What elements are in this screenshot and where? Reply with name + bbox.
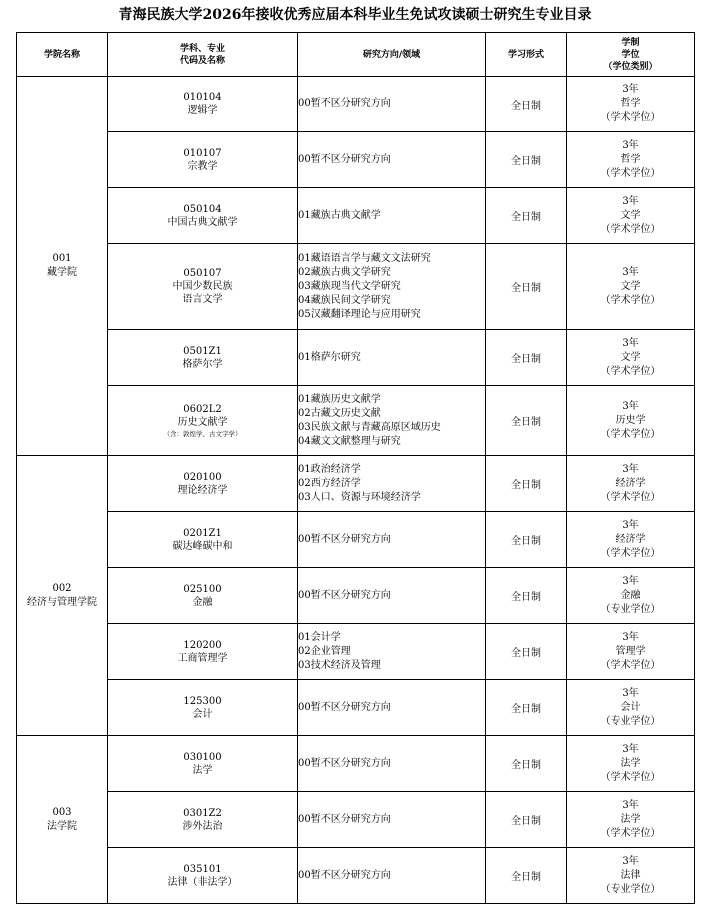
degree-cell: [567, 132, 695, 188]
study-form-cell: [486, 132, 567, 188]
study-form-cell: [486, 680, 567, 736]
major-code: 0602L2: [183, 403, 222, 415]
study-form-cell: [486, 244, 567, 330]
study-form-cell: [486, 386, 567, 456]
major-name: 会计: [192, 708, 213, 720]
major-code: 020100: [183, 471, 222, 483]
research-direction: 00暂不区分研究方向: [298, 869, 391, 881]
degree-name: 法学: [620, 757, 641, 769]
major-cell: [108, 848, 298, 904]
degree-cell: [567, 848, 695, 904]
major-cell: [108, 792, 298, 848]
study-form-cell: [486, 792, 567, 848]
table-row: [17, 386, 695, 456]
table-row: [17, 792, 695, 848]
major-name: 碳达峰碳中和: [172, 540, 233, 552]
major-note: （含：敦煌学、古文字学）: [163, 429, 242, 438]
table-row: [17, 132, 695, 188]
degree-name: 文学: [620, 351, 641, 363]
major-code: 050104: [183, 203, 222, 215]
degree-name: 管理学: [615, 645, 646, 657]
degree-cell: [567, 456, 695, 512]
study-form-cell: [486, 568, 567, 624]
degree-cell: [567, 188, 695, 244]
degree-cell: [567, 736, 695, 792]
direction-cell: [298, 568, 486, 624]
major-name: 理论经济学: [177, 484, 228, 496]
header-major: 学科、专业 代码及名称: [108, 33, 298, 77]
direction-cell: [298, 456, 486, 512]
major-cell: [108, 386, 298, 456]
research-direction: 01会计学: [298, 631, 341, 643]
major-cell: [108, 512, 298, 568]
program-years: 3年: [622, 139, 639, 151]
program-years: 3年: [622, 799, 639, 811]
research-direction: 03技术经济及管理: [298, 659, 381, 671]
header-row: [17, 33, 695, 77]
table-row: [17, 568, 695, 624]
study-form: 全日制: [511, 283, 541, 294]
program-years: 3年: [622, 575, 639, 587]
study-form: 全日制: [511, 592, 541, 603]
research-direction: 01格萨尔研究: [298, 351, 361, 363]
study-form-cell: [486, 77, 567, 132]
study-form-cell: [486, 512, 567, 568]
degree-cell: [567, 386, 695, 456]
study-form-cell: [486, 188, 567, 244]
degree-name: 历史学: [615, 414, 646, 426]
degree-category: （学术学位）: [600, 491, 661, 503]
program-years: 3年: [622, 855, 639, 867]
degree-category: （学术学位）: [600, 771, 661, 783]
research-direction: 02藏族古典文学研究: [298, 266, 391, 278]
program-years: 3年: [622, 337, 639, 349]
major-code: 050107: [183, 268, 222, 279]
research-direction: 00暂不区分研究方向: [298, 757, 391, 769]
research-direction: 03人口、资源与环境经济学: [298, 491, 421, 503]
study-form-cell: [486, 456, 567, 512]
school-code: 002: [52, 582, 72, 594]
major-code: 120200: [183, 639, 222, 651]
research-direction: 00暂不区分研究方向: [298, 701, 391, 713]
direction-cell: [298, 244, 486, 330]
research-direction: 02企业管理: [298, 645, 351, 657]
table-row: [17, 188, 695, 244]
program-years: 3年: [622, 463, 639, 475]
major-name: 中国古典文献学: [167, 216, 238, 228]
degree-category: （学术学位）: [600, 365, 661, 377]
research-direction: 03民族文献与青藏高原区域历史: [298, 421, 441, 433]
degree-name: 经济学: [615, 533, 646, 545]
degree-cell: [567, 330, 695, 386]
study-form: 全日制: [511, 100, 541, 112]
major-name: 法律（非法学）: [167, 876, 238, 888]
major-name: 法学: [192, 764, 213, 776]
study-form-cell: [486, 736, 567, 792]
major-code: 010107: [183, 147, 222, 159]
degree-name: 哲学: [620, 153, 641, 165]
major-name: 逻辑学: [187, 105, 218, 116]
degree-category: （学术学位）: [600, 659, 661, 671]
major-name: 历史文献学: [177, 416, 228, 428]
degree-cell: [567, 512, 695, 568]
research-direction: 01藏族古典文献学: [298, 209, 381, 221]
major-cell: [108, 456, 298, 512]
degree-name: 会计: [620, 701, 641, 713]
table-row: [17, 680, 695, 736]
study-form: 全日制: [511, 648, 541, 659]
program-years: 3年: [622, 743, 639, 755]
school-code: 001: [52, 253, 72, 264]
direction-cell: [298, 848, 486, 904]
major-code: 0201Z1: [183, 527, 222, 539]
research-direction: 01藏语语言学与藏文文法研究: [298, 252, 431, 264]
table-row: [17, 624, 695, 680]
major-name: 宗教学: [187, 160, 218, 172]
study-form: 全日制: [511, 212, 541, 223]
header-form: 学习形式: [486, 33, 567, 77]
direction-cell: [298, 386, 486, 456]
major-code: 030100: [183, 751, 222, 763]
degree-name: 经济学: [615, 477, 646, 489]
study-form-cell: [486, 848, 567, 904]
major-code: 035101: [183, 863, 222, 875]
table-row: [17, 456, 695, 512]
research-direction: 00暂不区分研究方向: [298, 98, 391, 109]
major-name: 涉外法治: [182, 820, 223, 832]
degree-cell: [567, 792, 695, 848]
table-row: [17, 77, 695, 132]
research-direction: 04藏族民间文学研究: [298, 294, 391, 306]
catalog-body: [17, 77, 695, 904]
major-cell: [108, 568, 298, 624]
school-name: 经济与管理学院: [27, 596, 97, 608]
major-cell: [108, 330, 298, 386]
major-name: 格萨尔学: [182, 358, 223, 370]
major-name: 语言文学: [182, 294, 223, 305]
header-direction: 研究方向/领域: [298, 33, 486, 77]
degree-category: （专业学位）: [600, 603, 661, 615]
school-code: 003: [52, 806, 72, 818]
school-cell: [17, 736, 108, 904]
research-direction: 05汉藏翻译理论与应用研究: [298, 308, 421, 320]
direction-cell: [298, 792, 486, 848]
school-name: 藏学院: [47, 267, 77, 278]
major-name: 金融: [192, 596, 213, 608]
degree-cell: [567, 77, 695, 132]
study-form: 全日制: [511, 872, 541, 883]
research-direction: 00暂不区分研究方向: [298, 533, 391, 545]
program-years: 3年: [622, 687, 639, 699]
direction-cell: [298, 624, 486, 680]
degree-category: （学术学位）: [600, 223, 661, 235]
major-cell: [108, 736, 298, 792]
study-form-cell: [486, 330, 567, 386]
direction-cell: [298, 330, 486, 386]
major-code: 125300: [183, 695, 222, 707]
degree-category: （学术学位）: [600, 547, 661, 559]
major-code: 010104: [183, 92, 222, 103]
major-code: 0301Z2: [183, 807, 222, 819]
research-direction: 00暂不区分研究方向: [298, 153, 391, 165]
degree-category: （专业学位）: [600, 883, 661, 895]
research-direction: 01藏族历史文献学: [298, 393, 381, 405]
major-cell: [108, 624, 298, 680]
research-direction: 01政治经济学: [298, 463, 361, 475]
degree-name: 文学: [620, 280, 641, 292]
header-degree: 学制 学位 （学位类别）: [567, 33, 695, 77]
research-direction: 03藏族现当代文学研究: [298, 280, 401, 292]
study-form: 全日制: [511, 417, 541, 428]
major-code: 0501Z1: [183, 345, 222, 357]
table-row: [17, 330, 695, 386]
major-name: 中国少数民族: [172, 281, 233, 292]
degree-category: （专业学位）: [600, 715, 661, 727]
degree-cell: [567, 624, 695, 680]
program-years: 3年: [622, 195, 639, 207]
degree-category: （学术学位）: [600, 827, 661, 839]
degree-name: 文学: [620, 209, 641, 221]
degree-name: 法学: [620, 813, 641, 825]
table-row: [17, 736, 695, 792]
study-form-cell: [486, 624, 567, 680]
degree-cell: [567, 680, 695, 736]
program-years: 3年: [622, 400, 639, 412]
direction-cell: [298, 512, 486, 568]
research-direction: 00暂不区分研究方向: [298, 813, 391, 825]
major-name: 工商管理学: [177, 652, 228, 664]
table-row: [17, 512, 695, 568]
major-cell: [108, 244, 298, 330]
school-cell: [17, 456, 108, 736]
study-form: 全日制: [511, 704, 541, 715]
study-form: 全日制: [511, 480, 541, 491]
degree-category: （学术学位）: [600, 112, 661, 123]
direction-cell: [298, 680, 486, 736]
degree-name: 金融: [620, 589, 641, 601]
study-form: 全日制: [511, 156, 541, 167]
table-row: [17, 244, 695, 330]
table-row: [17, 848, 695, 904]
degree-category: （学术学位）: [600, 167, 661, 179]
major-cell: [108, 77, 298, 132]
page-title: 青海民族大学2026年接收优秀应届本科毕业生免试攻读硕士研究生专业目录: [118, 7, 592, 23]
program-years: 3年: [622, 266, 639, 278]
study-form: 全日制: [511, 760, 541, 771]
major-cell: [108, 188, 298, 244]
research-direction: 04藏文文献整理与研究: [298, 435, 401, 447]
degree-cell: [567, 244, 695, 330]
research-direction: 02西方经济学: [298, 477, 361, 489]
study-form: 全日制: [511, 354, 541, 365]
program-years: 3年: [622, 519, 639, 531]
program-years: 3年: [622, 631, 639, 643]
program-years: 3年: [622, 84, 639, 95]
major-cell: [108, 132, 298, 188]
header-school: 学院名称: [17, 33, 108, 77]
study-form: 全日制: [511, 536, 541, 547]
major-code: 025100: [183, 583, 222, 595]
major-catalog-table: [16, 32, 695, 904]
degree-name: 法律: [620, 869, 641, 881]
direction-cell: [298, 132, 486, 188]
research-direction: 00暂不区分研究方向: [298, 589, 391, 601]
degree-cell: [567, 568, 695, 624]
direction-cell: [298, 736, 486, 792]
direction-cell: [298, 188, 486, 244]
school-cell: [17, 77, 108, 456]
degree-category: （学术学位）: [600, 294, 661, 306]
school-name: 法学院: [47, 820, 77, 832]
study-form: 全日制: [511, 816, 541, 827]
major-cell: [108, 680, 298, 736]
research-direction: 02古藏文历史文献: [298, 407, 381, 419]
degree-category: （学术学位）: [600, 428, 661, 440]
direction-cell: [298, 77, 486, 132]
degree-name: 哲学: [620, 98, 641, 109]
